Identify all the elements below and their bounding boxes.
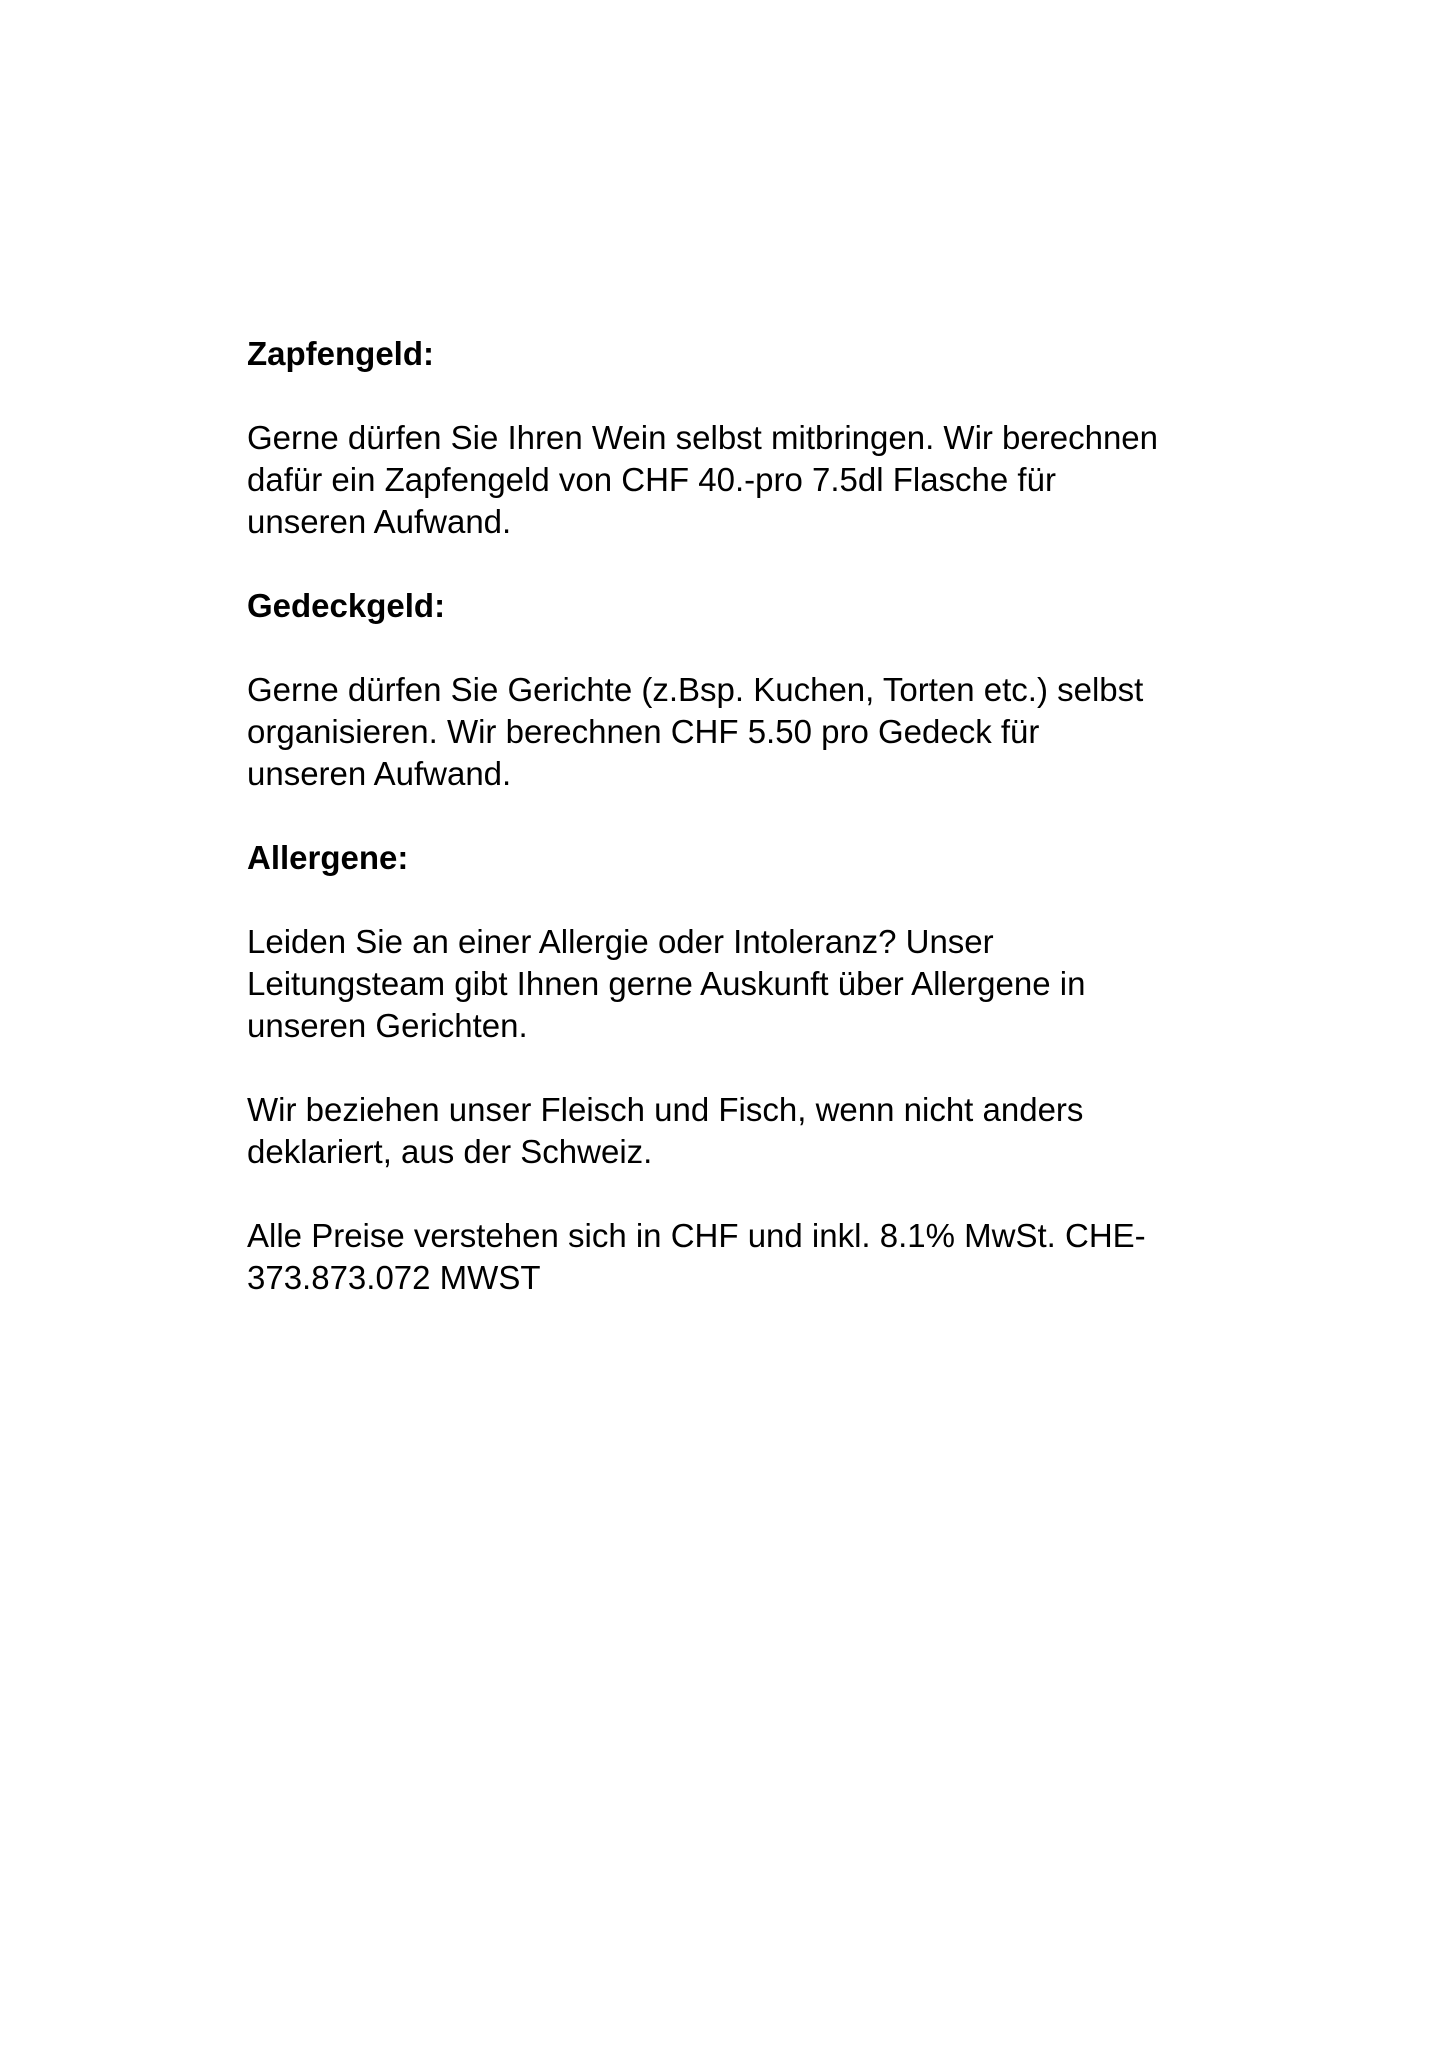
section-heading-zapfengeld: Zapfengeld: <box>247 335 434 372</box>
paragraph-line: Wir beziehen unser Fleisch und Fisch, wenn nicht anders <box>247 1091 1084 1128</box>
spacer <box>247 375 1247 417</box>
paragraph-line: deklariert, aus der Schweiz. <box>247 1133 653 1170</box>
spacer <box>247 627 1247 669</box>
section-heading-gedeckgeld: Gedeckgeld: <box>247 587 446 624</box>
spacer <box>247 543 1247 585</box>
document-content <box>247 333 1247 1299</box>
section-heading-allergene: Allergene: <box>247 839 409 876</box>
spacer <box>247 1173 1247 1215</box>
spacer <box>247 795 1247 837</box>
paragraph-zapfengeld <box>247 417 1247 543</box>
paragraph-line: unseren Aufwand. <box>247 755 512 792</box>
paragraph-line: Alle Preise verstehen sich in CHF und inkl. 8.1% MwSt. CHE- <box>247 1217 1146 1254</box>
paragraph-preise <box>247 1215 1247 1299</box>
paragraph-line: unseren Aufwand. <box>247 503 512 540</box>
paragraph-herkunft <box>247 1089 1247 1173</box>
paragraph-line: Leiden Sie an einer Allergie oder Intoleranz? Unser <box>247 923 994 960</box>
paragraph-line: 373.873.072 MWST <box>247 1259 541 1296</box>
paragraph-line: Gerne dürfen Sie Ihren Wein selbst mitbringen. Wir berechnen <box>247 419 1159 456</box>
paragraph-line: dafür ein Zapfengeld von CHF 40.-pro 7.5dl Flasche für <box>247 461 1056 498</box>
paragraph-line: organisieren. Wir berechnen CHF 5.50 pro Gedeck für <box>247 713 1040 750</box>
spacer <box>247 879 1247 921</box>
paragraph-line: Gerne dürfen Sie Gerichte (z.Bsp. Kuchen, Torten etc.) selbst <box>247 671 1144 708</box>
spacer <box>247 1047 1247 1089</box>
paragraph-allergene <box>247 921 1247 1047</box>
paragraph-line: Leitungsteam gibt Ihnen gerne Auskunft über Allergene in <box>247 965 1086 1002</box>
paragraph-gedeckgeld <box>247 669 1247 795</box>
paragraph-line: unseren Gerichten. <box>247 1007 528 1044</box>
